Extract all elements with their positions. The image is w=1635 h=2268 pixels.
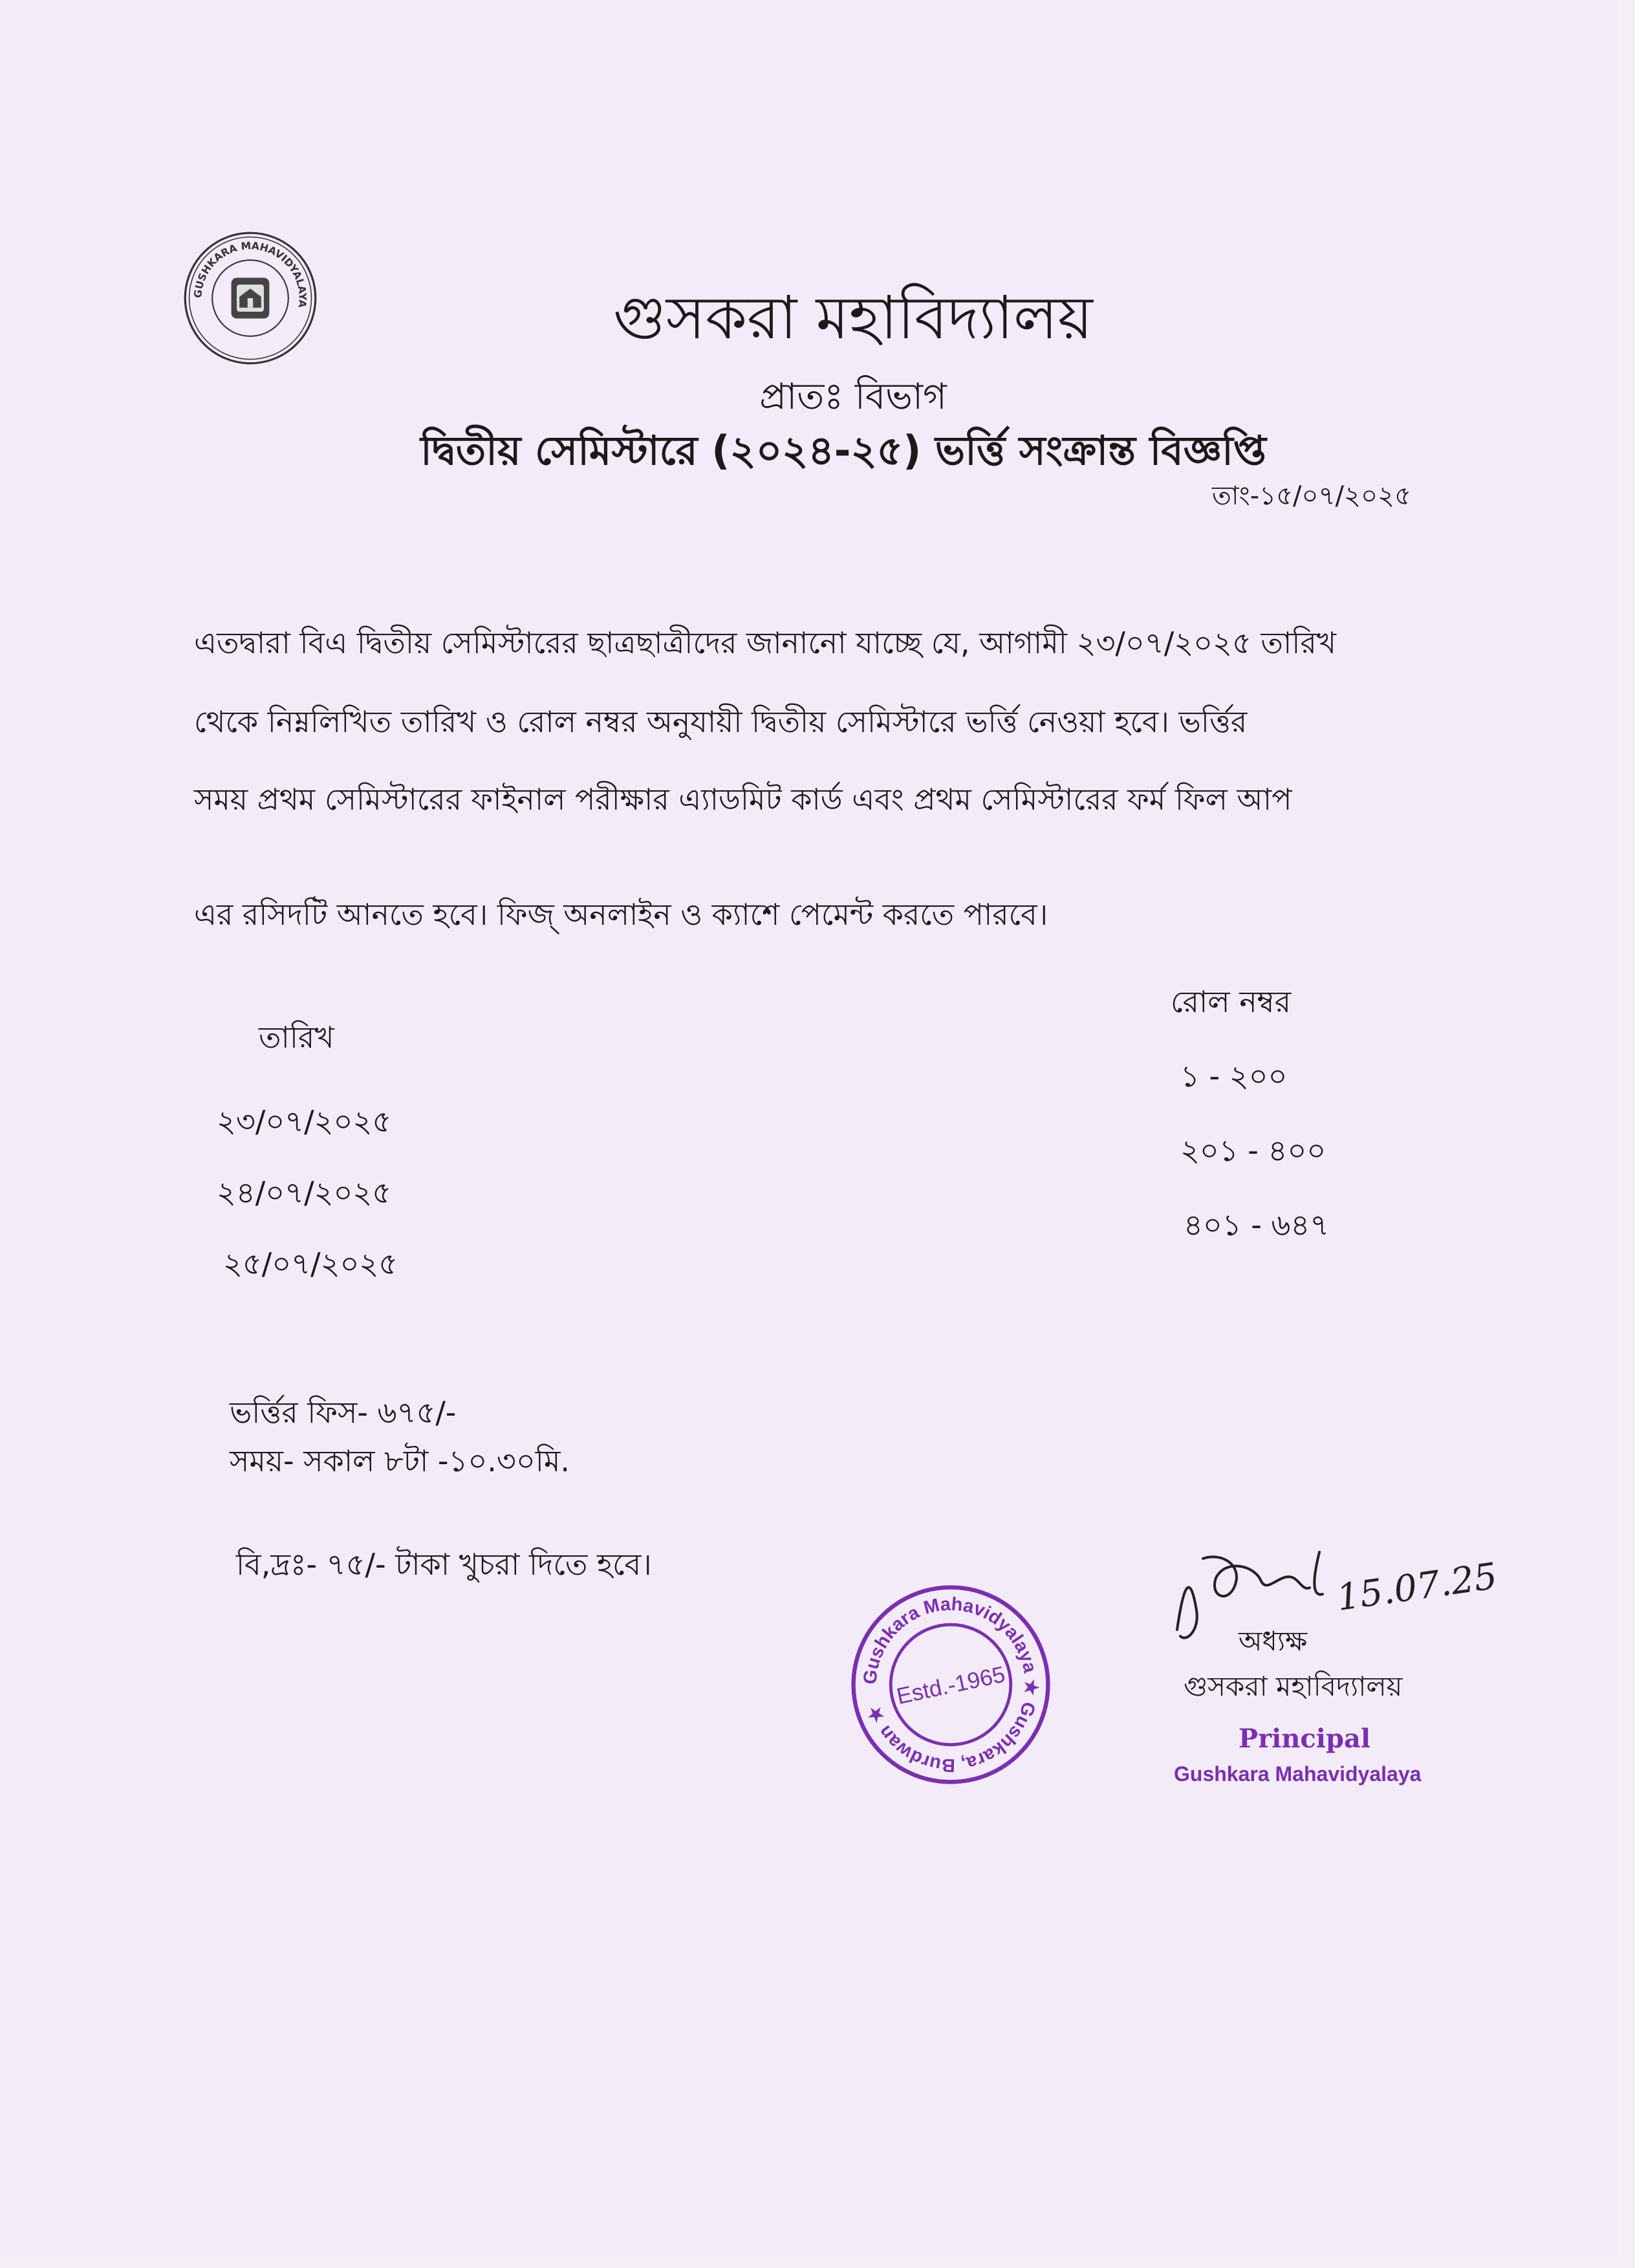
note: বি,দ্রঃ- ৭৫/- টাকা খুচরা দিতে হবে। [236, 1547, 652, 1582]
body-line: সময় প্রথম সেমিস্টারের ফাইনাল পরীক্ষার এ্যাডমিট কার্ড এবং প্রথম সেমিস্টারের ফর্ম ফিল আপ [194, 782, 1292, 817]
principal-title-bn: অধ্যক্ষ [1239, 1625, 1308, 1657]
notice-headline: দ্বিতীয় সেমিস্টারে (২০২৪-২৫) ভর্ত্তি সংক্রান্ত বিজ্ঞপ্তি [420, 427, 1266, 474]
body-line: থেকে নিম্নলিখিত তারিখ ও রোল নম্বর অনুযায়ী দ্বিতীয় সেমিস্টারে ভর্ত্তি নেওয়া হবে। ভর্ত্তির [194, 704, 1248, 739]
schedule-date: ২৪/০৭/২০২৫ [217, 1175, 392, 1210]
roll-column-header: রোল নম্বর [1171, 984, 1292, 1019]
schedule-roll: ১ - ২০০ [1180, 1059, 1288, 1094]
college-name: গুসকরা মহাবিদ্যালয় [613, 283, 1093, 352]
schedule-date: ২৩/০৭/২০২৫ [217, 1104, 392, 1139]
schedule-date: ২৫/০৭/২০২৫ [223, 1246, 398, 1281]
schedule-roll: ৪০১ - ৬৪৭ [1184, 1207, 1330, 1242]
date-column-header: তারিখ [259, 1020, 334, 1055]
stamp-ring-text: Gushkara Mahavidyalaya ★ Gushkara, Burdwan ★ [860, 1593, 1042, 1776]
principal-college-bn: গুসকরা মহাবিদ্যালয় [1184, 1670, 1403, 1702]
signature-date: 15.07.25 [1334, 1555, 1500, 1619]
principal-college-en: Gushkara Mahavidyalaya [1174, 1762, 1422, 1786]
principal-title-en: Principal [1239, 1723, 1371, 1754]
college-stamp [847, 1581, 1054, 1788]
department-name: প্রাতঃ বিভাগ [759, 376, 947, 418]
schedule-roll: ২০১ - ৪০০ [1180, 1133, 1326, 1168]
body-line: এতদ্বারা বিএ দ্বিতীয় সেমিস্টারের ছাত্রছাত্রীদের জানানো যাচ্ছে যে, আগামী ২৩/০৭/২০২৫ তারিখ [194, 625, 1336, 660]
stamp-center-text: Estd.-1965 [894, 1661, 1008, 1710]
admission-fee: ভর্ত্তির ফিস- ৬৭৫/- [230, 1395, 457, 1430]
principal-signature [1164, 1533, 1500, 1656]
logo-ring-text: GUSHKARA MAHAVIDYALAYA [191, 239, 309, 308]
notice-date: তাং-১৫/০৭/২০২৫ [1211, 481, 1411, 511]
body-line: এর রসিদটি আনতে হবে। ফিজ্ অনলাইন ও ক্যাশে পেমেন্ট করতে পারবে। [194, 897, 1048, 932]
admission-time: সময়- সকাল ৮টা -১০.৩০মি. [230, 1443, 570, 1478]
